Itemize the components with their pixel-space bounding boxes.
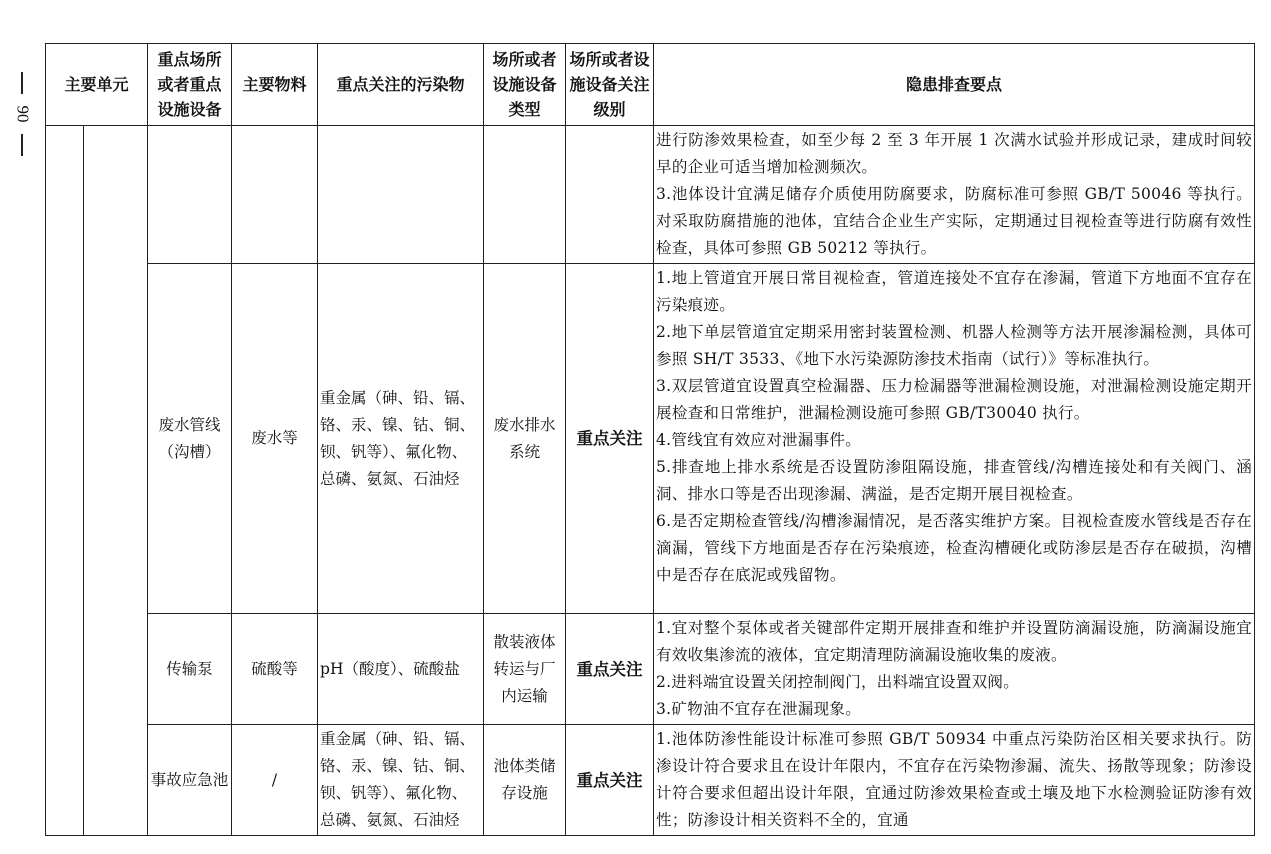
pollutant-cell: 重金属（砷、铅、镉、铬、汞、镍、钴、铜、钡、钒等）、氟化物、总磷、氨氮、石油烃 <box>318 725 484 836</box>
type-cell: 池体类储存设施 <box>484 725 566 836</box>
material-cell: 废水等 <box>232 264 318 614</box>
type-cell: 散装液体转运与厂内运输 <box>484 614 566 725</box>
points-cell <box>654 614 1255 725</box>
table-row <box>46 725 1255 836</box>
page-number-dash-bottom <box>21 134 23 156</box>
facility-cell: 事故应急池 <box>148 725 232 836</box>
header-facility: 重点场所或者重点设施设备 <box>148 44 232 126</box>
facility-cell <box>148 126 232 264</box>
point-item: 5.排查地上排水系统是否设置防渗阻隔设施，排查管线/沟槽连接处和有关阀门、涵洞、排水口等是否出现渗漏、满溢，是否定期开展目视检查。 <box>656 458 1253 503</box>
header-type: 场所或者设施设备类型 <box>484 44 566 126</box>
points-cell <box>654 264 1255 614</box>
page-number <box>8 72 36 172</box>
level-cell: 重点关注 <box>566 614 654 725</box>
type-cell <box>484 126 566 264</box>
point-item: 3.矿物油不宜存在泄漏现象。 <box>656 700 862 718</box>
point-item: 3.双层管道宜设置真空检漏器、压力检漏器等泄漏检测设施，对泄漏检测设施定期开展检查和日常维护，泄漏检测设施可参照 GB/T30040 执行。 <box>656 377 1253 422</box>
material-cell <box>232 126 318 264</box>
point-item: 3.池体设计宜满足储存介质使用防腐要求，防腐标准可参照 GB/T 50046 等执行。对采取防腐措施的池体，宜结合企业生产实际，定期通过目视检查等进行防腐有效性检查，具体可参照 GB 50212 等执行。 <box>656 185 1253 257</box>
points-cell <box>654 126 1255 264</box>
point-item: 1.地上管道宜开展日常目视检查，管道连接处不宜存在渗漏，管道下方地面不宜存在污染痕迹。 <box>656 269 1253 314</box>
page-number-dash-top <box>21 72 23 94</box>
facility-cell: 废水管线（沟槽） <box>148 264 232 614</box>
point-item: 进行防渗效果检查，如至少每 2 至 3 年开展 1 次满水试验并形成记录，建成时间较早的企业可适当增加检测频次。 <box>656 131 1253 176</box>
header-row <box>46 44 1255 126</box>
header-material: 主要物料 <box>232 44 318 126</box>
header-points: 隐患排查要点 <box>654 44 1255 126</box>
point-item: 2.地下单层管道宜定期采用密封装置检测、机器人检测等方法开展渗漏检测，具体可参照 SH/T 3533、《地下水污染源防渗技术指南（试行）》等标准执行。 <box>656 323 1253 368</box>
table-row <box>46 614 1255 725</box>
header-level: 场所或者设施设备关注级别 <box>566 44 654 126</box>
pollutant-cell: pH（酸度）、硫酸盐 <box>318 614 484 725</box>
facility-cell: 传输泵 <box>148 614 232 725</box>
level-cell <box>566 126 654 264</box>
pollutant-cell: 重金属（砷、铅、镉、铬、汞、镍、钴、铜、钡、钒等）、氟化物、总磷、氨氮、石油烃 <box>318 264 484 614</box>
point-item: 1.宜对整个泵体或者关键部件定期开展排查和维护并设置防滴漏设施，防滴漏设施宜有效收集渗流的液体，宜定期清理防滴漏设施收集的废液。 <box>656 619 1253 664</box>
point-item: 2.进料端宜设置关闭控制阀门，出料端宜设置双阀。 <box>656 673 1020 691</box>
material-cell: / <box>232 725 318 836</box>
level-cell: 重点关注 <box>566 725 654 836</box>
level-cell: 重点关注 <box>566 264 654 614</box>
page-number-text: 90 <box>13 105 32 123</box>
subunit-cell <box>84 126 148 836</box>
point-item: 1.池体防渗性能设计标准可参照 GB/T 50934 中重点污染防治区相关要求执行。防渗设计符合要求且在设计年限内，不宜存在污染物渗漏、流失、扬散等现象；防渗设计符合要求但超出设计年限，宜通过防渗效果检查或土壤及地下水检测验证防渗有效性；防渗设计相关资料不全的，宜通 <box>656 730 1253 829</box>
hazard-inspection-table <box>45 43 1255 836</box>
header-unit: 主要单元 <box>46 44 148 126</box>
pollutant-cell <box>318 126 484 264</box>
points-cell <box>654 725 1255 836</box>
type-cell: 废水排水系统 <box>484 264 566 614</box>
unit-cell <box>46 126 84 836</box>
material-cell: 硫酸等 <box>232 614 318 725</box>
point-item: 4.管线宜有效应对泄漏事件。 <box>656 431 862 449</box>
header-pollutant: 重点关注的污染物 <box>318 44 484 126</box>
table-row <box>46 126 1255 264</box>
table-row <box>46 264 1255 614</box>
point-item: 6.是否定期检查管线/沟槽渗漏情况，是否落实维护方案。目视检查废水管线是否存在滴漏，管线下方地面是否存在污染痕迹，检查沟槽硬化或防渗层是否存在破损，沟槽中是否存在底泥或残留物。 <box>656 512 1253 584</box>
